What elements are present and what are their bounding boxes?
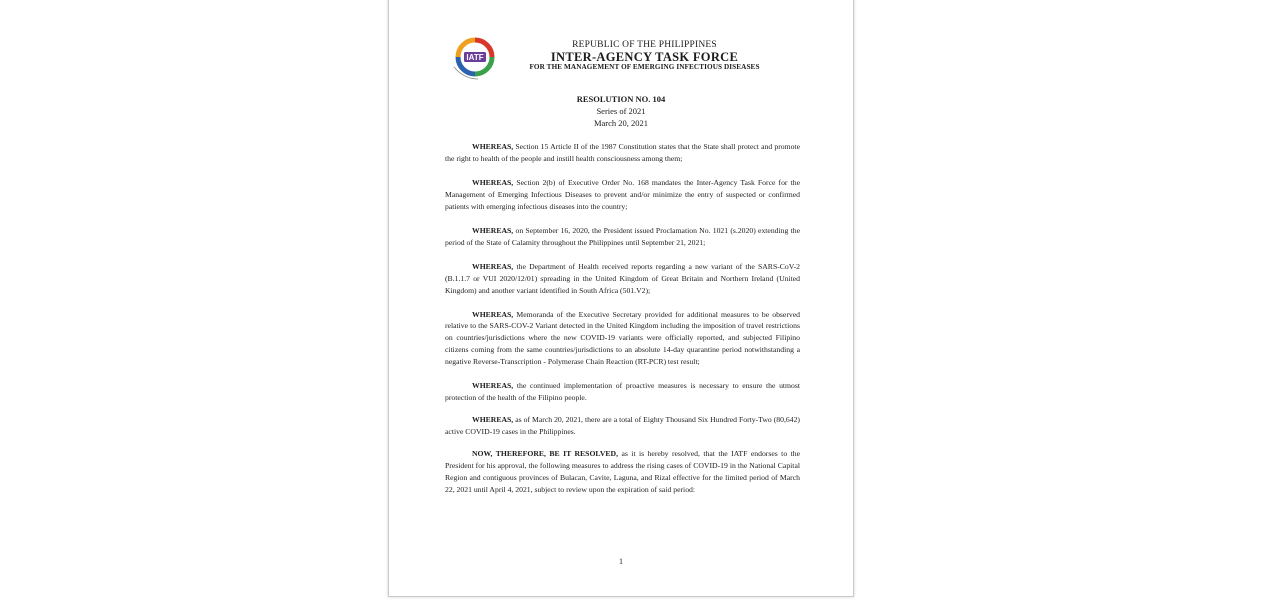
agency-title: INTER-AGENCY TASK FORCE: [550, 49, 739, 64]
whereas-clause: [445, 141, 800, 165]
clause-text: Section 2(b) of Executive Order No. 168 mandates the Inter-Agency Task Force for the Management of Emerging Infectious Diseases to prevent and/or minimize the entry of suspected or confirmed patients with emerging infectious diseases into the country;: [445, 177, 800, 211]
whereas-clause: [445, 309, 800, 369]
clause-text: as of March 20, 2021, there are a total of Eighty Thousand Six Hundred Forty-Two (80,642) active COVID-19 cases in the Philippines.: [445, 415, 800, 437]
whereas-clause: [445, 414, 800, 438]
clause-text: the Department of Health received reports regarding a new variant of the SARS-CoV-2 (B.1.1.7 or VUI 2020/12/01) spreading in the United Kingdom of Great Britain and Northern Ireland (United Kingdom) and another variant identified in South Africa (501.V2);: [445, 261, 800, 295]
whereas-clause: [445, 177, 800, 213]
clause-text: on September 16, 2020, the President issued Proclamation No. 1021 (s.2020) extending the period of the State of Calamity throughout the Philippines until September 21, 2021;: [445, 225, 800, 247]
iatf-logo: [448, 33, 502, 81]
resolution-date: March 20, 2021: [593, 118, 649, 128]
resolution-heading: [389, 93, 853, 129]
agency-mandate: FOR THE MANAGEMENT OF EMERGING INFECTIOUS DISEASES: [529, 63, 760, 72]
clause-text: Section 15 Article II of the 1987 Constitution states that the State shall protect and promote the right to health of the people and instill health consciousness among them;: [445, 142, 800, 163]
clause-lead: WHEREAS,: [472, 261, 514, 271]
resolution-body: [445, 141, 800, 496]
whereas-clause: [445, 261, 800, 297]
document-page: [388, 0, 854, 597]
clause-text: as it is hereby resolved, that the IATF endorses to the President for his approval, the following measures to address the rising cases of COVID-19 in the National Capital Region and contiguous provinces of Bulacan, Cavite, Laguna, and Rizal effective for the limited period of March 22, 2021 until April 4, 2021, subject to review upon the expiration of said period:: [445, 449, 800, 494]
clause-text: Memoranda of the Executive Secretary provided for additional measures to be observed relative to the SARS-COV-2 Variant detected in the United Kingdom including the imposition of travel restrictions on countries/jurisdictions where the new COVID-19 variants were officially reported, and subjected Filipino citizens coming from the same countries/jurisdictions to an absolute 14-day quarantine period notwithstanding a negative Reverse-Transcription - Polymerase Chain Reaction (RT-PCR) test result;: [445, 309, 800, 367]
clause-lead: WHEREAS,: [472, 225, 514, 235]
republic-title: REPUBLIC OF THE PHILIPPINES: [572, 40, 717, 50]
resolution-number: RESOLUTION NO. 104: [576, 94, 666, 104]
agency-header: [507, 41, 782, 72]
clause-lead: WHEREAS,: [472, 309, 514, 319]
clause-lead: NOW, THEREFORE, BE IT RESOLVED,: [472, 449, 619, 459]
whereas-clause: [445, 380, 800, 404]
page-number: 1: [619, 557, 623, 566]
clause-lead: WHEREAS,: [472, 415, 514, 425]
clause-text: the continued implementation of proactive measures is necessary to ensure the utmost protection of the health of the Filipino people.: [445, 381, 800, 403]
clause-lead: WHEREAS,: [472, 142, 514, 151]
resolution-series: Series of 2021: [596, 106, 646, 116]
clause-lead: WHEREAS,: [472, 381, 514, 391]
whereas-clause: [445, 225, 800, 249]
resolved-clause: [445, 448, 800, 496]
clause-lead: WHEREAS,: [472, 177, 514, 187]
svg-text:IATF: IATF: [466, 53, 484, 62]
